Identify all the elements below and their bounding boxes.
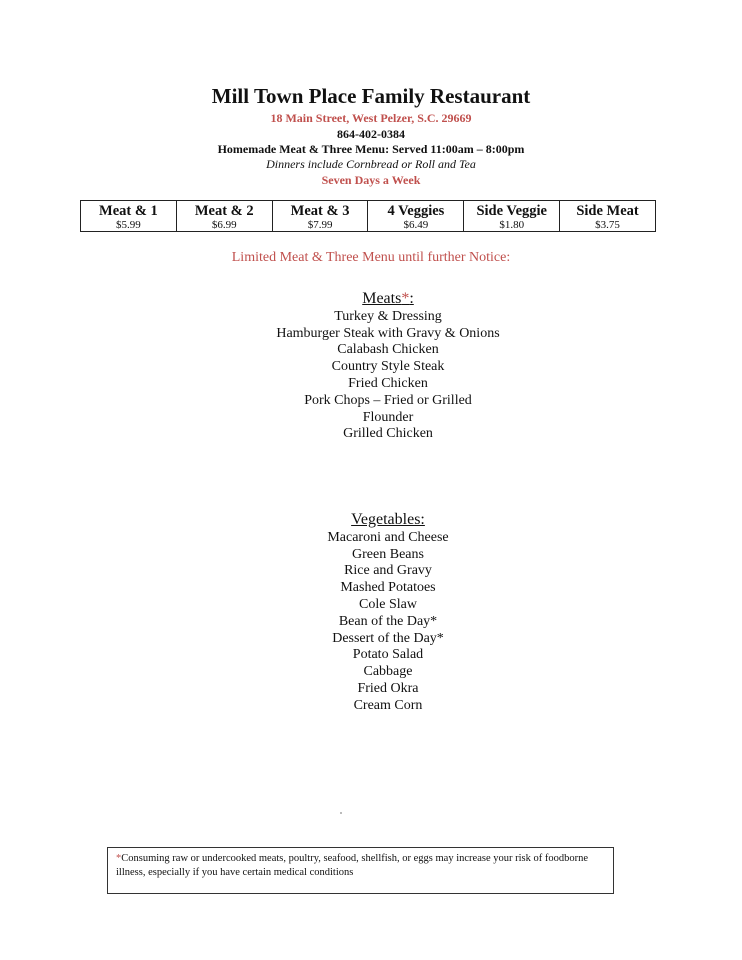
meats-heading-text: Meats [362, 290, 402, 307]
food-safety-disclaimer [107, 847, 614, 894]
list-item: Cole Slaw [359, 596, 417, 612]
price-label: 4 Veggies [387, 203, 445, 219]
price-label: Meat & 1 [99, 203, 158, 219]
list-item: Pork Chops – Fried or Grilled [304, 392, 472, 408]
list-item: Calabash Chicken [337, 342, 439, 358]
price-cell-4-veggies [368, 201, 464, 231]
dinners-note: Dinners include Cornbread or Roll and Tea [266, 157, 476, 171]
vegetables-heading: Vegetables: [351, 511, 425, 528]
list-item: Dessert of the Day* [332, 630, 444, 646]
price-value: $5.99 [116, 219, 141, 231]
price-cell-meat-1 [81, 201, 177, 231]
restaurant-address: 18 Main Street, West Pelzer, S.C. 29669 [270, 111, 472, 125]
menu-notice: Limited Meat & Three Menu until further Notice: [231, 250, 511, 265]
disclaimer-marker: * [116, 853, 122, 864]
price-table [80, 200, 656, 232]
scan-speck [340, 812, 342, 814]
list-item: Rice and Gravy [344, 563, 432, 579]
list-item: Cream Corn [353, 697, 423, 713]
price-cell-meat-2 [177, 201, 273, 231]
price-label: Meat & 3 [290, 203, 350, 219]
list-item: Macaroni and Cheese [327, 529, 449, 545]
meats-heading-colon: : [409, 290, 414, 307]
price-label: Side Veggie [476, 203, 547, 219]
list-item: Green Beans [352, 546, 424, 562]
vegetables-list [0, 510, 742, 715]
price-value: $1.80 [499, 219, 525, 231]
days-open: Seven Days a Week [321, 173, 421, 187]
price-value: $6.99 [211, 219, 237, 231]
meats-list [0, 289, 742, 443]
price-cell-side-meat [560, 201, 655, 231]
disclaimer-text: Consuming raw or undercooked meats, poultry, seafood, shellfish, or eggs may increase your risk of foodborne illness, especially if you have certain medical conditions [116, 853, 588, 878]
price-value: $7.99 [307, 219, 333, 231]
list-item: Bean of the Day* [338, 613, 438, 629]
restaurant-phone: 864-402-0384 [337, 127, 405, 141]
price-value: $3.75 [595, 219, 620, 231]
list-item: Fried Chicken [348, 375, 428, 391]
price-cell-side-veggie [464, 201, 560, 231]
price-label: Side Meat [576, 203, 639, 219]
restaurant-title: Mill Town Place Family Restaurant [211, 84, 531, 108]
list-item: Hamburger Steak with Gravy & Onions [276, 325, 500, 341]
list-item: Fried Okra [357, 680, 419, 696]
meats-heading [362, 290, 414, 307]
list-item: Country Style Steak [331, 359, 445, 375]
menu-hours: Homemade Meat & Three Menu: Served 11:00am – 8:00pm [217, 142, 525, 156]
list-item: Flounder [362, 409, 414, 425]
list-item: Grilled Chicken [343, 426, 433, 442]
list-item: Cabbage [363, 664, 413, 680]
list-item: Mashed Potatoes [340, 580, 436, 596]
price-value: $6.49 [403, 219, 429, 231]
list-item: Turkey & Dressing [334, 308, 442, 324]
list-item: Potato Salad [352, 647, 424, 663]
price-label: Meat & 2 [194, 203, 254, 219]
price-cell-meat-3 [273, 201, 369, 231]
meats-heading-marker: * [401, 290, 410, 307]
